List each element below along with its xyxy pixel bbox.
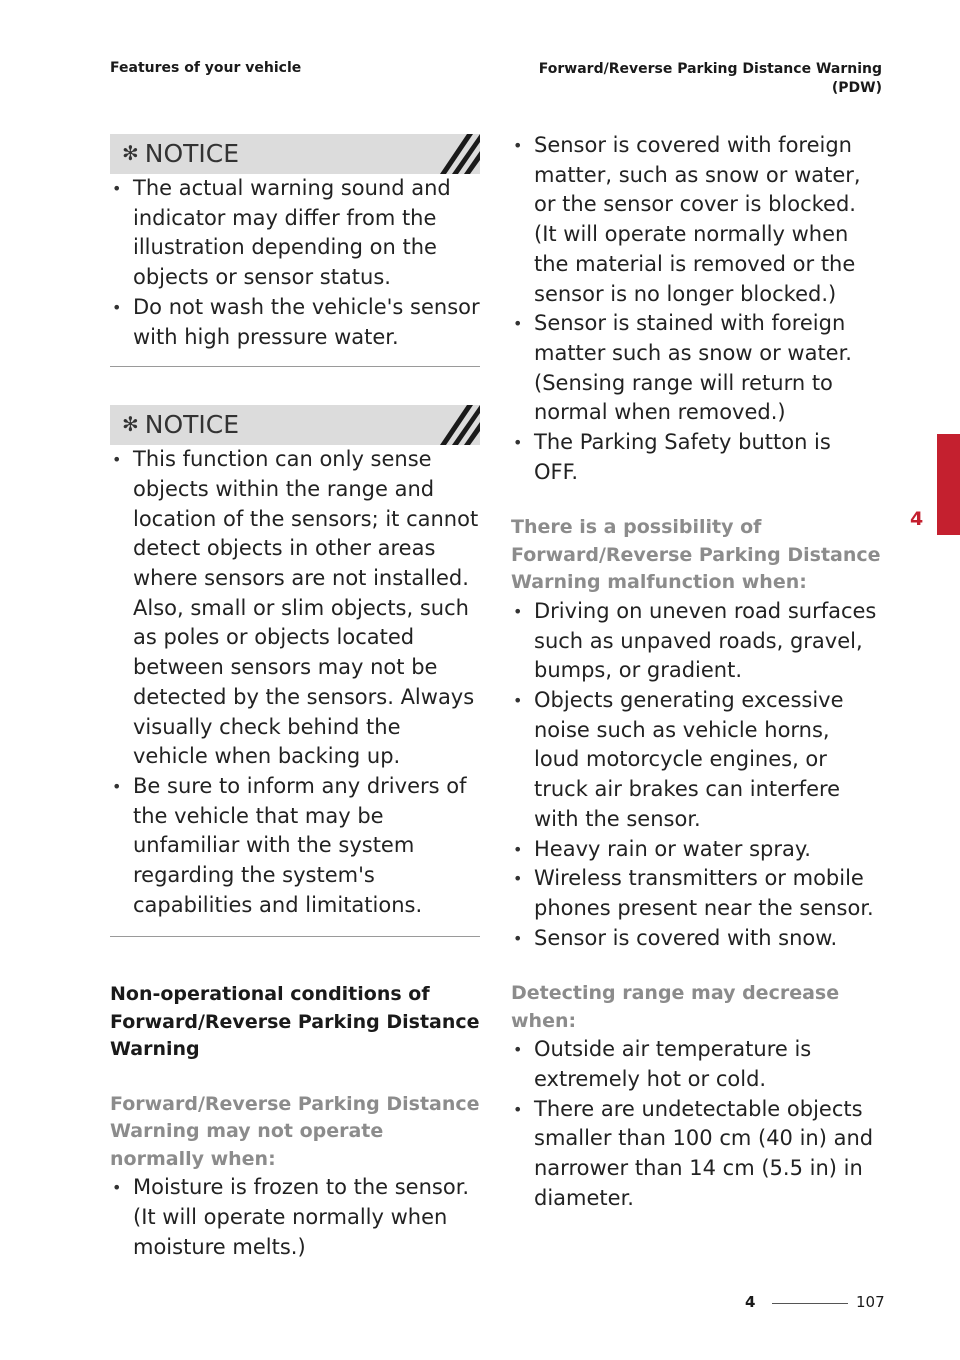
running-header-right — [462, 60, 882, 98]
list-item: • Moisture is frozen to the sensor. (It will operate normally when moisture melts.) — [110, 1173, 480, 1262]
condition-list — [110, 1173, 480, 1262]
running-header-right-line2: (PDW) — [831, 80, 882, 96]
list-item: • Driving on uneven road surfaces such as unpaved roads, gravel, bumps, or gradient. — [511, 597, 881, 686]
list-item: • The actual warning sound and indicator may differ from the illustration depending on the objects or sensor status. — [110, 174, 480, 293]
running-header-right-line1: Forward/Reverse Parking Distance Warning — [538, 61, 882, 77]
running-header-left: Features of your vehicle — [110, 60, 302, 76]
list-item: • Wireless transmitters or mobile phones present near the sensor. — [511, 864, 881, 923]
notice-list — [110, 174, 480, 352]
notice-heading — [122, 410, 239, 439]
divider — [110, 366, 480, 367]
subsection-title: Detecting range may decrease when: — [511, 982, 840, 1032]
divider — [110, 936, 480, 937]
list-item: • Heavy rain or water spray. — [511, 835, 881, 865]
list-item: • The Parking Safety button is OFF. — [511, 428, 881, 487]
list-item: • There are undetectable objects smaller than 100 cm (40 in) and narrower than 14 cm (5.5 in) in diameter. — [511, 1095, 881, 1214]
list-item: • Be sure to inform any drivers of the vehicle that may be unfamiliar with the system regarding the system's capabilities and limitations. — [110, 772, 480, 921]
subsection-title: There is a possibility of Forward/Reverse Parking Distance Warning malfunction when: — [511, 516, 881, 594]
list-item: • This function can only sense objects within the range and location of the sensors; it cannot detect objects in other areas where sensors are not installed. Also, small or slim objects, such as poles or objects located between sensors may not be detected by the sensors. Always visually check behind the vehicle when backing up. — [110, 445, 480, 772]
list-item: • Objects generating excessive noise such as vehicle horns, loud motorcycle engines, or truck air brakes can interfere with the sensor. — [511, 686, 881, 835]
condition-list — [511, 131, 881, 487]
subsection-title: Forward/Reverse Parking Distance Warning may not operate normally when: — [110, 1092, 480, 1170]
notice-heading — [122, 139, 239, 168]
list-item: • Sensor is covered with snow. — [511, 924, 881, 954]
list-item: • Do not wash the vehicle's sensor with high pressure water. — [110, 293, 480, 352]
notice-banner — [110, 405, 480, 445]
condition-list — [511, 597, 881, 953]
notice-list — [110, 445, 480, 920]
section-title: Non-operational conditions of Forward/Reverse Parking Distance Warning — [110, 983, 480, 1061]
left-column — [110, 134, 480, 1263]
notice-banner — [110, 134, 480, 174]
condition-list — [511, 1035, 881, 1213]
notice-label: NOTICE — [144, 410, 240, 440]
notice-label: NOTICE — [144, 139, 240, 168]
page-number: 107 — [856, 1293, 885, 1311]
footer-chapter: 4 — [745, 1293, 756, 1311]
diagonal-stripes-icon — [430, 405, 480, 445]
list-item: • Sensor is covered with foreign matter, such as snow or water, or the sensor cover is blocked. (It will operate normally when the material is removed or the sensor is no longer blocked.) — [511, 131, 881, 309]
diagonal-stripes-icon — [430, 134, 480, 174]
chapter-side-tab — [937, 434, 960, 535]
asterisk-icon: ✻ — [122, 141, 139, 165]
asterisk-icon: ✻ — [122, 412, 139, 437]
footer-divider — [772, 1303, 848, 1304]
right-column — [511, 131, 881, 1214]
list-item: • Sensor is stained with foreign matter such as snow or water. (Sensing range will return to normal when removed.) — [511, 309, 881, 428]
chapter-side-number: 4 — [910, 508, 924, 530]
list-item: • Outside air temperature is extremely hot or cold. — [511, 1035, 881, 1094]
